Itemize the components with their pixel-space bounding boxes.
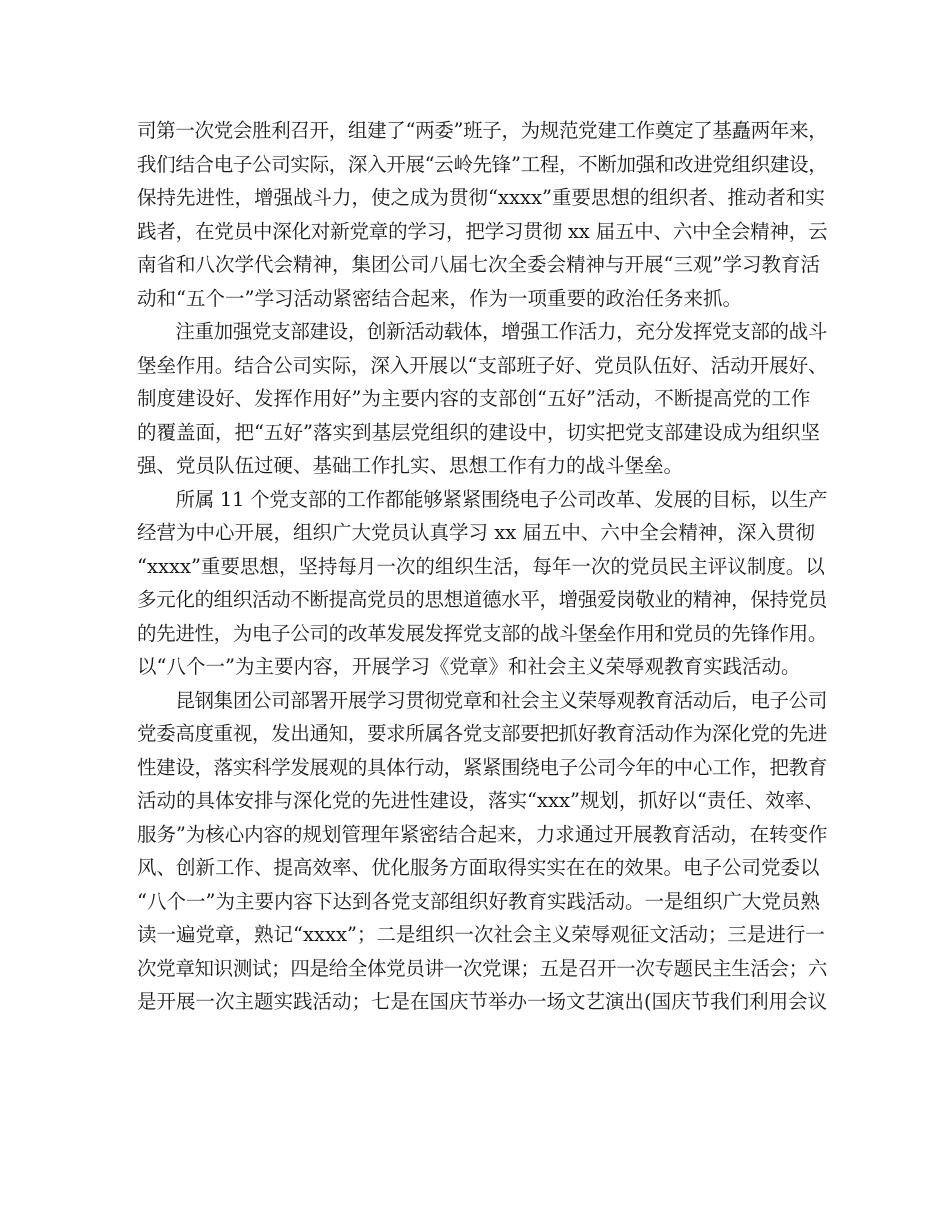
text-line: 强、党员队伍过硬、基础工作扎实、思想工作有力的战斗堡垒。 xyxy=(137,454,684,477)
text-line: 经营为中心开展，组织广大党员认真学习 xx 届五中、六中全会精神，深入贯彻 xyxy=(137,521,815,544)
text-line: 以“八个一”为主要内容，开展学习《党章》和社会主义荣辱观教育实践活动。 xyxy=(137,655,801,678)
text-line: 践者，在党员中深化对新党章的学习，把学习贯彻 xx 届五中、六中全会精神，云 xyxy=(137,219,828,243)
text-line: 昆钢集团公司部署开展学习贯彻党章和社会主义荣辱观教育活动后，电子公司 xyxy=(137,688,828,712)
text-line: 多元化的组织活动不断提高党员的思想道德水平，增强爱岗敬业的精神，保持党员 xyxy=(137,588,828,611)
text-line: “八个一”为主要内容下达到各党支部组织好教育实践活动。一是组织广大党员熟 xyxy=(137,889,820,913)
text-line: 司第一次党会胜利召开，组建了“两委”班子，为规范党建工作奠定了基矗两年来， xyxy=(137,119,828,142)
text-line: 南省和八次学代会精神，集团公司八届七次全委会精神与开展“三观”学习教育活 xyxy=(137,253,820,276)
text-line: 的先进性，为电子公司的改革发展发挥党支部的战斗堡垒作用和党员的先锋作用。 xyxy=(137,621,828,645)
text-line: 服务”为核心内容的规划管理年紧密结合起来，力求通过开展教育活动，在转变作 xyxy=(137,822,828,846)
text-line: 是开展一次主题实践活动；七是在国庆节举办一场文艺演出(国庆节我们利用会议 xyxy=(137,990,828,1013)
text-line: 党委高度重视，发出通知，要求所属各党支部要把抓好教育活动作为深化党的先进 xyxy=(137,722,828,745)
text-line: 动和“五个一”学习活动紧密结合起来，作为一项重要的政治任务来抓。 xyxy=(137,286,742,310)
text-line: 次党章知识测试；四是给全体党员讲一次党课；五是召开一次专题民主生活会；六 xyxy=(137,956,828,980)
text-line: 我们结合电子公司实际，深入开展“云岭先锋”工程，不断加强和改进党组织建设， xyxy=(137,152,828,176)
text-line: 风、创新工作、提高效率、优化服务方面取得实实在在的效果。电子公司党委以 xyxy=(137,856,820,879)
text-line: 注重加强党支部建设，创新活动载体，增强工作活力，充分发挥党支部的战斗 xyxy=(137,320,828,343)
text-line: 的覆盖面，把“五好”落实到基层党组织的建设中，切实把党支部建设成为组织坚 xyxy=(137,420,820,444)
document-body xyxy=(137,114,827,1019)
text-line: “xxxx”重要思想，坚持每月一次的组织生活，每年一次的党员民主评议制度。以 xyxy=(137,554,825,578)
text-line: 读一遍党章，熟记“xxxx”；二是组织一次社会主义荣辱观征文活动；三是进行一 xyxy=(137,923,825,946)
text-line: 活动的具体安排与深化党的先进性建设，落实“xxx”规划，抓好以“责任、效率、 xyxy=(137,789,824,812)
text-line: 性建设，落实科学发展观的具体行动，紧紧围绕电子公司今年的中心工作，把教育 xyxy=(137,755,828,779)
text-line: 堡垒作用。结合公司实际，深入开展以“支部班子好、党员队伍好、活动开展好、 xyxy=(137,353,828,377)
text-line: 保持先进性，增强战斗力，使之成为贯彻“xxxx”重要思想的组织者、推动者和实 xyxy=(137,186,825,209)
text-line: 所属 11 个党支部的工作都能够紧紧围绕电子公司改革、发展的目标，以生产 xyxy=(137,487,828,511)
text-line: 制度建设好、发挥作用好”为主要内容的支部创“五好”活动，不断提高党的工作 xyxy=(137,387,811,410)
